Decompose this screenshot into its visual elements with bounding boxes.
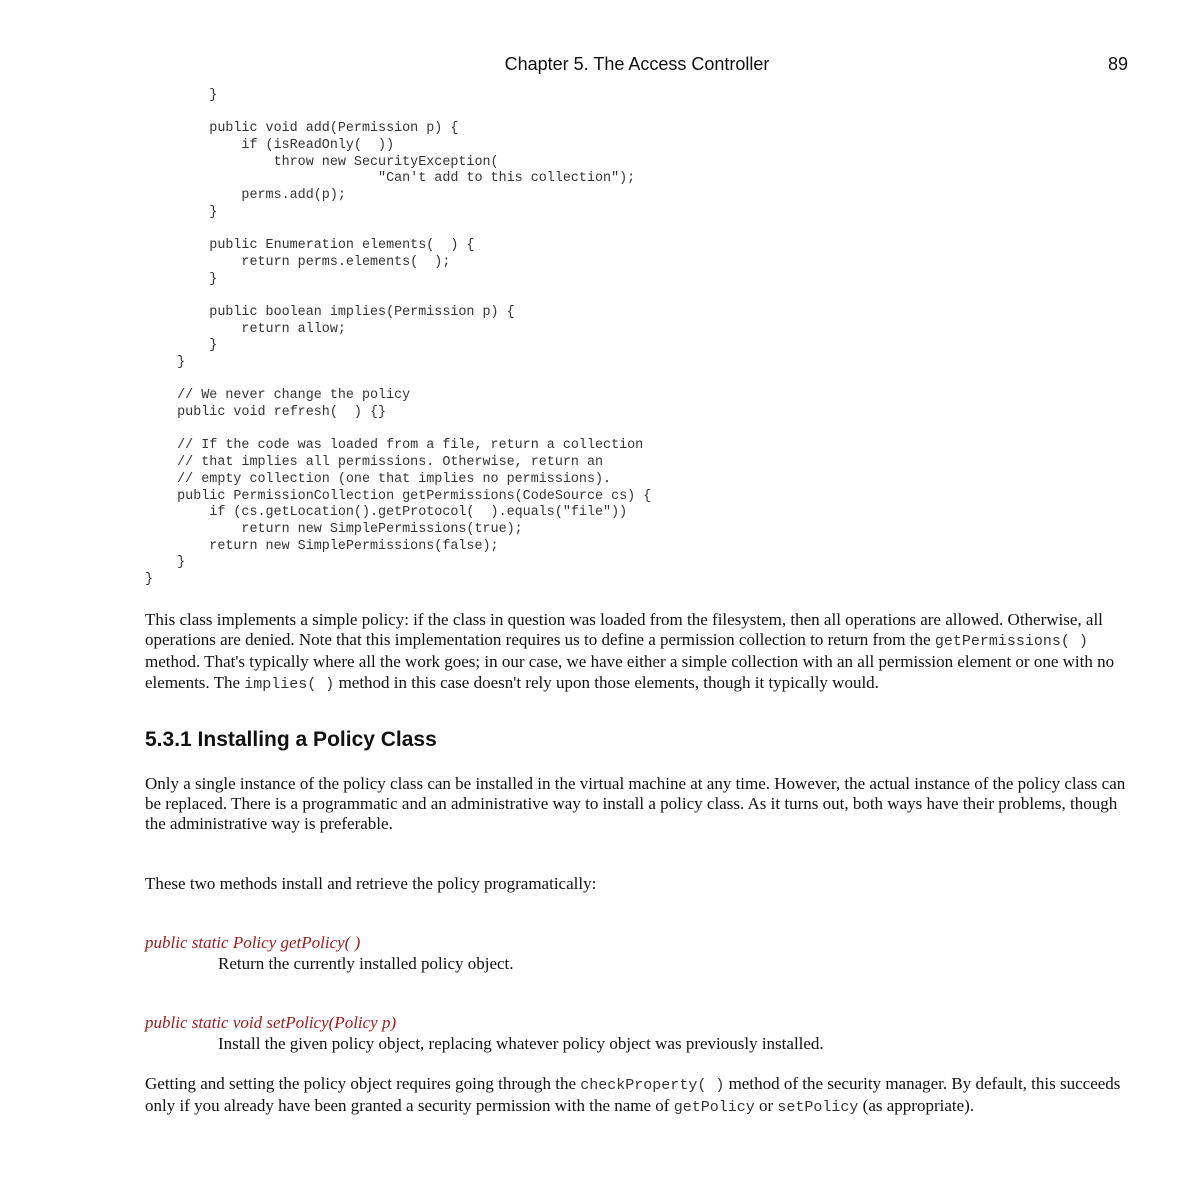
- code-listing: [145, 88, 651, 589]
- code-line: return new SimplePermissions(false);: [145, 538, 499, 554]
- inline-code: implies( ): [244, 675, 335, 693]
- code-line: [145, 422, 651, 439]
- inline-code: getPermissions( ): [934, 633, 1088, 651]
- code-line: perms.add(p);: [145, 188, 346, 204]
- code-line: }: [145, 271, 218, 287]
- code-line: [145, 288, 651, 305]
- code-line: public void refresh( ) {}: [145, 405, 387, 421]
- code-line: }: [145, 555, 186, 571]
- text-run: method. That's typically where all the work goes; in our case, we have either a simple collection with an all permission element or one with no elements. The: [145, 652, 1115, 692]
- code-line: public Enumeration elements( ) {: [145, 238, 475, 254]
- section-heading: 5.3.1 Installing a Policy Class: [145, 728, 437, 751]
- code-line: if (cs.getLocation().getProtocol( ).equals("file")): [145, 505, 628, 521]
- code-line: // We never change the policy: [145, 388, 411, 404]
- code-line: }: [145, 204, 218, 220]
- code-line: }: [145, 88, 218, 103]
- inline-code: checkProperty( ): [580, 1077, 725, 1094]
- code-line: if (isReadOnly( )): [145, 138, 395, 154]
- method-description-getpolicy: Return the currently installed policy object.: [218, 954, 514, 973]
- code-line: }: [145, 338, 218, 354]
- code-line: }: [145, 571, 154, 587]
- method-description-setpolicy: Install the given policy object, replacing whatever policy object was previously installed.: [218, 1034, 824, 1053]
- text-run: Getting and setting the policy object requires going through the: [145, 1074, 581, 1093]
- page-number: 89: [1107, 54, 1128, 74]
- code-line: [145, 222, 651, 239]
- method-signature-setpolicy: public static void setPolicy(Policy p): [145, 1013, 397, 1032]
- inline-code: setPolicy: [777, 1099, 859, 1117]
- code-line: // If the code was loaded from a file, return a collection: [145, 438, 644, 454]
- code-line: return new SimplePermissions(true);: [145, 521, 523, 537]
- code-line: public void add(Permission p) {: [145, 121, 459, 137]
- text-run: method of the security manager. By default, this succeeds only if you already have been granted a security permission with the name of: [145, 1074, 1121, 1116]
- code-line: [145, 372, 651, 389]
- paragraph-policy-explanation: [145, 610, 1130, 695]
- inline-code: getPolicy: [673, 1099, 755, 1117]
- paragraph-single-instance: Only a single instance of the policy class can be installed in the virtual machine at any time. However, the actual instance of the policy class can be replaced. There is a programmatic and an administrative way to install a policy class. As it turns out, both ways have their problems, though the administrative way is preferable.: [145, 774, 1126, 834]
- code-line: // empty collection (one that implies no permissions).: [145, 471, 612, 487]
- paragraph-check-property: [145, 1074, 1130, 1118]
- code-line: public PermissionCollection getPermissions(CodeSource cs) {: [145, 488, 652, 504]
- code-line: "Can't add to this collection");: [145, 171, 636, 187]
- code-line: [145, 105, 651, 122]
- code-line: // that implies all permissions. Otherwise, return an: [145, 455, 604, 471]
- text-run: This class implements a simple policy: if the class in question was loaded from the filesystem, then all operations are allowed. Otherwise, all operations are denied. Note that this implementation requires us to define a permission collection to return from the: [145, 610, 1103, 650]
- text-run: (as appropriate).: [858, 1096, 975, 1116]
- code-line: throw new SecurityException(: [145, 154, 499, 170]
- code-line: public boolean implies(Permission p) {: [145, 304, 515, 320]
- method-signature-getpolicy: public static Policy getPolicy( ): [145, 933, 361, 952]
- code-line: return allow;: [145, 321, 346, 337]
- chapter-title: Chapter 5. The Access Controller: [504, 54, 770, 74]
- paragraph-methods-intro: These two methods install and retrieve the policy programatically:: [145, 874, 597, 893]
- text-run: method in this case doesn't rely upon those elements, though it typically would.: [334, 672, 879, 692]
- text-run: or: [754, 1096, 778, 1116]
- code-line: }: [145, 355, 186, 370]
- code-line: return perms.elements( );: [145, 254, 451, 270]
